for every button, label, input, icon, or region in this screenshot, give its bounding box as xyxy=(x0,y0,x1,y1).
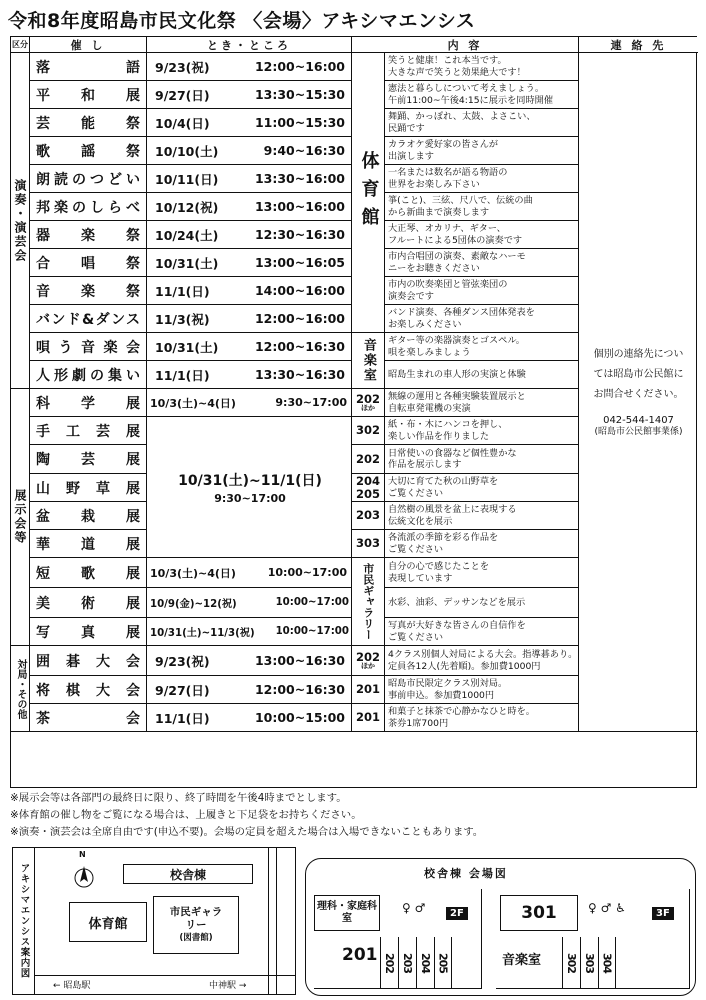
category-other: 対局・その他 xyxy=(11,646,30,732)
event-name xyxy=(30,417,147,445)
room-303: 303 xyxy=(580,937,598,989)
event-time: 10:00~17:00 xyxy=(275,626,349,637)
event-name-text: 平和展 xyxy=(36,87,140,104)
room-204: 204 xyxy=(416,937,434,989)
site-map xyxy=(12,847,296,995)
event-name xyxy=(30,249,147,277)
event-date: 9/27(日) xyxy=(155,682,210,698)
event-date: 11/1(日) xyxy=(155,367,210,383)
floor-map-title: 校舎棟 会場図 xyxy=(424,867,508,880)
event-description-line: 和菓子と抹茶で心静かなひと時を。 xyxy=(388,706,535,717)
event-datetime xyxy=(147,277,352,305)
event-datetime xyxy=(147,704,352,732)
event-date: 10/9(金)~12(祝) xyxy=(150,599,237,610)
event-description xyxy=(385,109,579,137)
room-301: 301 xyxy=(500,895,578,931)
floor-3f-tag: 3F xyxy=(652,907,674,920)
station-right: 中神駅 → xyxy=(209,981,247,991)
event-name-text: 将棋大会 xyxy=(36,682,140,699)
event-description-line: 笑うと健康！これ本当です。 xyxy=(388,55,507,66)
event-date: 10/11(日) xyxy=(155,171,219,187)
event-name xyxy=(30,361,147,389)
event-datetime xyxy=(147,333,352,361)
event-venue-room: 202 xyxy=(355,649,380,664)
room-304: 304 xyxy=(598,937,616,989)
event-venue-room: 201 xyxy=(355,682,380,697)
event-venue xyxy=(352,474,385,502)
event-datetime xyxy=(147,646,352,676)
event-description xyxy=(385,558,579,588)
event-name-text: 器楽祭 xyxy=(36,227,140,244)
event-description xyxy=(385,249,579,277)
event-description-line: 民踊です xyxy=(388,122,425,134)
event-venue-room: 203 xyxy=(355,508,380,523)
event-description xyxy=(385,389,579,417)
event-name-text: 唄う音楽会 xyxy=(36,339,140,356)
event-datetime xyxy=(147,109,352,137)
event-description-line: 出演します xyxy=(388,150,434,162)
event-date: 11/1(日) xyxy=(155,710,210,726)
event-name-text: 茶会 xyxy=(36,710,140,727)
event-time: 12:30~16:30 xyxy=(254,227,345,242)
room-201: 201 xyxy=(342,945,378,965)
event-name xyxy=(30,588,147,618)
contact-line: お問合せください。 xyxy=(593,389,684,401)
event-description-line: カラオケ愛好家の皆さんが xyxy=(388,139,499,150)
event-description-line: ギター等の楽器演奏とゴスペル。 xyxy=(388,335,525,346)
event-description-line: 表現しています xyxy=(388,572,453,584)
event-date: 10/24(土) xyxy=(155,227,219,243)
event-date: 10/31(土) xyxy=(155,255,219,271)
event-description-line: 自分の心で感じたことを xyxy=(388,561,490,572)
event-datetime xyxy=(147,249,352,277)
event-time: 9:40~16:30 xyxy=(263,143,345,158)
event-description-line: 紙・布・木にハンコを押し、 xyxy=(388,419,508,430)
event-datetime xyxy=(147,165,352,193)
event-venue-room: 202 xyxy=(355,391,380,406)
event-name-text: 科学展 xyxy=(36,395,140,412)
event-description-line: 舞踊、かっぽれ、太鼓、よさこい、 xyxy=(388,111,536,122)
road-vertical xyxy=(268,848,277,994)
event-description xyxy=(385,165,579,193)
event-venue xyxy=(352,417,385,445)
event-date: 11/1(日) xyxy=(155,283,210,299)
event-venue xyxy=(352,646,385,676)
event-time: 13:00~16:05 xyxy=(254,255,345,270)
event-date: 10/3(土)~4(日) xyxy=(150,566,236,580)
event-name-text: 囲碁大会 xyxy=(36,653,140,670)
note-2: ※体育館の催し物をご覧になる場合は、上履きと下足袋をお持ちください。 xyxy=(10,809,362,821)
event-datetime xyxy=(147,221,352,249)
event-description-line: 作品を展示します xyxy=(388,459,462,470)
event-description-line: 大切に育てた秋の山野草を xyxy=(388,476,499,487)
map-school-building: 校舎棟 xyxy=(123,864,253,884)
event-description-line: バンド演奏、各種ダンス団体発表を xyxy=(388,307,535,318)
event-description-line: 水彩、油彩、デッサンなどを展示 xyxy=(388,596,526,608)
event-description xyxy=(385,502,579,530)
event-name-text: 手工芸展 xyxy=(36,423,140,440)
event-venue-room: 204 205 xyxy=(355,474,380,501)
event-venue-room: 303 xyxy=(355,536,380,551)
header-datetime: とき・ところ xyxy=(147,37,352,53)
header-category: 区分 xyxy=(11,37,30,53)
event-venue xyxy=(352,676,385,704)
event-description-line: 市内合唱団の演奏、素敵なハーモ xyxy=(388,251,526,262)
north-label: N xyxy=(79,850,86,859)
event-time: 12:00~16:30 xyxy=(254,339,345,354)
event-description xyxy=(385,193,579,221)
event-venue-sub: ほか xyxy=(361,661,375,670)
event-time: 13:30~15:30 xyxy=(254,87,345,102)
event-date: 10/31(土)~11/3(祝) xyxy=(150,628,255,639)
event-name-text: 盆栽展 xyxy=(36,508,140,525)
notes xyxy=(10,790,483,841)
event-date: 10/3(土)~4(日) xyxy=(150,396,236,410)
event-description-line: 定員各12人(先着順)。参加費1000円 xyxy=(388,660,541,672)
event-time: 11:00~15:30 xyxy=(254,115,345,130)
event-name-text: 音楽祭 xyxy=(36,283,140,300)
event-venue xyxy=(352,389,385,417)
contact-line: ては昭島市公民館に xyxy=(593,369,684,381)
schedule-table xyxy=(10,36,697,788)
event-name xyxy=(30,221,147,249)
header-event: 催 し xyxy=(30,37,147,53)
floor-2f-tag: 2F xyxy=(446,907,468,920)
event-name xyxy=(30,277,147,305)
event-name xyxy=(30,389,147,417)
event-description-line: ニーをお聴きください xyxy=(388,262,480,274)
map-library-label: (図書館) xyxy=(179,933,213,944)
event-venue xyxy=(352,502,385,530)
event-name-text: 人形劇の集い xyxy=(36,367,140,384)
event-name-text: 合唱祭 xyxy=(36,255,140,272)
event-name-text: 山野草展 xyxy=(36,480,140,497)
event-date: 11/3(祝) xyxy=(155,311,210,327)
event-description xyxy=(385,646,579,676)
event-name xyxy=(30,81,147,109)
category-performance: 演奏・演芸会 xyxy=(11,53,30,389)
event-description-line: 写真が大好きな皆さんの自信作を xyxy=(388,620,526,631)
room-music: 音楽室 xyxy=(502,953,542,968)
event-description-line: ご覧ください xyxy=(388,631,444,643)
venue-music: 音楽室 xyxy=(352,333,385,389)
event-datetime xyxy=(147,193,352,221)
event-name xyxy=(30,137,147,165)
event-name-text: 短歌展 xyxy=(36,565,140,582)
event-description-line: 午前11:00~午後4:15に展示を同時開催 xyxy=(388,94,554,106)
event-description-line: 市内の吹奏楽団と管弦楽団の xyxy=(388,279,508,290)
contact-line: 個別の連絡先につい xyxy=(593,349,684,361)
event-description-line: 演奏会です xyxy=(388,290,434,302)
event-date: 10/31(土) xyxy=(155,339,219,355)
contact-phone: 042-544-1407 xyxy=(603,415,674,427)
room-203: 203 xyxy=(398,937,416,989)
restroom-icon-2f: ♀ ♂ xyxy=(402,901,426,915)
event-venue xyxy=(352,445,385,474)
event-name xyxy=(30,676,147,704)
event-description-line: 日常使いの食器など個性豊かな xyxy=(388,447,517,459)
event-description-line: 唄を楽しみましょう xyxy=(388,346,471,358)
railway-line xyxy=(35,975,295,976)
event-name xyxy=(30,333,147,361)
event-description xyxy=(385,445,579,474)
event-venue xyxy=(352,530,385,558)
event-datetime xyxy=(147,588,352,618)
event-description xyxy=(385,305,579,333)
event-name-text: 芸能祭 xyxy=(36,115,140,132)
event-venue-sub: ほか xyxy=(361,403,375,412)
page-title: 令和8年度昭島市民文化祭 〈会場〉アキシマエンシス xyxy=(8,10,476,32)
event-description-line: から新曲まで演奏します xyxy=(388,206,490,218)
event-time: 10:00~17:00 xyxy=(267,566,347,579)
event-description xyxy=(385,588,579,618)
note-3: ※演奏・演芸会は全席自由です(申込不要)。会場の定員を超えた場合は入場できないこともあります。 xyxy=(10,826,484,838)
event-description-line: 伝統文化を展示 xyxy=(388,515,453,527)
event-description-line: 憲法と暮らしについて考えましょう。 xyxy=(388,83,545,94)
map-gym: 体育館 xyxy=(69,902,147,942)
event-time: 9:30~17:00 xyxy=(275,396,347,409)
event-description xyxy=(385,618,579,646)
event-date: 10/10(土) xyxy=(155,143,219,159)
room-302: 302 xyxy=(562,937,580,989)
event-date: 9/23(祝) xyxy=(155,59,210,75)
event-description-line: 昭島市民限定クラス別対局。 xyxy=(388,678,508,689)
event-datetime xyxy=(147,558,352,588)
event-time: 13:30~16:30 xyxy=(254,367,345,382)
event-name xyxy=(30,109,147,137)
north-arrow-icon xyxy=(73,858,95,892)
event-description xyxy=(385,137,579,165)
event-datetime xyxy=(147,389,352,417)
event-name-text: バンド&ダンス xyxy=(36,311,140,328)
event-name xyxy=(30,53,147,81)
event-description xyxy=(385,417,579,445)
event-name-text: 朗読のつどい xyxy=(36,171,140,188)
event-name xyxy=(30,704,147,732)
event-name xyxy=(30,305,147,333)
event-description-line: お楽しみください xyxy=(388,318,462,330)
event-date: 10/12(祝) xyxy=(155,199,219,215)
event-description-line: 自転車発電機の実演 xyxy=(388,402,471,414)
event-name xyxy=(30,445,147,474)
merged-period-time: 9:30~17:00 xyxy=(214,491,286,505)
event-name xyxy=(30,646,147,676)
event-datetime xyxy=(147,618,352,646)
event-description xyxy=(385,530,579,558)
event-name-text: 歌謡祭 xyxy=(36,143,140,160)
merged-period xyxy=(147,417,352,558)
event-date: 10/4(日) xyxy=(155,115,210,131)
event-description-line: フルートによる5団体の演奏です xyxy=(388,234,523,246)
venue-gym: 体育館 xyxy=(352,53,385,333)
event-description-line: 箏(こと)、三絃、尺八で、伝統の曲 xyxy=(388,195,533,206)
event-description xyxy=(385,474,579,502)
event-time: 13:30~16:00 xyxy=(254,171,345,186)
event-datetime xyxy=(147,81,352,109)
event-description-line: 大正琴、オカリナ、ギター、 xyxy=(388,223,506,234)
event-description xyxy=(385,81,579,109)
event-description-line: ご覧ください xyxy=(388,543,444,555)
event-venue-room: 202 xyxy=(355,451,380,466)
event-datetime xyxy=(147,676,352,704)
map-gallery xyxy=(153,896,239,954)
restroom-icon-3f: ♀ ♂ ♿ xyxy=(588,901,626,915)
merged-period-date: 10/31(土)~11/1(日) xyxy=(178,472,322,489)
science-room: 理科・家庭科室 xyxy=(314,895,380,931)
event-name xyxy=(30,193,147,221)
event-description-line: 一名または数名が語る物語の xyxy=(388,167,508,178)
event-name-text: 邦楽のしらべ xyxy=(36,199,140,216)
event-time: 10:00~15:00 xyxy=(254,710,345,725)
event-date: 9/23(祝) xyxy=(155,653,210,669)
event-time: 12:00~16:30 xyxy=(254,682,345,697)
contact-info xyxy=(579,53,698,732)
room-202: 202 xyxy=(380,937,398,989)
event-datetime xyxy=(147,53,352,81)
event-description xyxy=(385,333,579,361)
event-description-line: ご覧ください xyxy=(388,487,444,499)
event-time: 12:00~16:00 xyxy=(254,59,345,74)
station-left: ← 昭島駅 xyxy=(53,981,91,991)
event-time: 10:00~17:00 xyxy=(275,597,349,608)
venue-gallery: 市民ギャラリー xyxy=(352,558,385,646)
event-name xyxy=(30,502,147,530)
event-description-line: 大きな声で笑うと効果絶大です！ xyxy=(388,66,526,78)
event-venue-room: 302 xyxy=(355,423,380,438)
note-1: ※展示会等は各部門の最終日に限り、終了時間を午後4時までとします。 xyxy=(10,792,347,804)
event-description-line: 4クラス別個人対局による大会。指導碁あり。 xyxy=(388,649,578,660)
event-description-line: 無線の運用と各種実験装置展示と xyxy=(388,391,526,402)
map-side-label: アキシマエンシス案内図 xyxy=(13,848,35,994)
event-name xyxy=(30,530,147,558)
event-name xyxy=(30,165,147,193)
event-date: 9/27(日) xyxy=(155,87,210,103)
event-description xyxy=(385,53,579,81)
event-datetime xyxy=(147,361,352,389)
room-205: 205 xyxy=(434,937,452,989)
event-name xyxy=(30,558,147,588)
event-time: 13:00~16:30 xyxy=(254,653,345,668)
event-name-text: 華道展 xyxy=(36,536,140,553)
header-contact: 連 絡 先 xyxy=(579,37,698,53)
event-description xyxy=(385,676,579,704)
event-description-line: 自然樹の風景を盆上に表現する xyxy=(388,504,517,515)
event-datetime xyxy=(147,305,352,333)
event-time: 12:00~16:00 xyxy=(254,311,345,326)
event-description-line: 昭島生まれの車人形の実演と体験 xyxy=(388,368,526,380)
event-name-text: 写真展 xyxy=(36,624,140,641)
contact-office: (昭島市公民館事業係) xyxy=(594,427,683,438)
event-description-line: 世界をお楽しみ下さい xyxy=(388,178,480,190)
event-description-line: 楽しい作品を作りました xyxy=(388,430,490,442)
event-venue xyxy=(352,704,385,732)
category-exhibition: 展示会等 xyxy=(11,389,30,646)
event-description-line: 茶券1席700円 xyxy=(388,717,449,729)
event-name xyxy=(30,474,147,502)
event-time: 13:00~16:00 xyxy=(254,199,345,214)
event-time: 14:00~16:00 xyxy=(254,283,345,298)
event-name-text: 陶芸展 xyxy=(36,452,140,468)
event-description-line: 事前申込。参加費1000円 xyxy=(388,689,495,701)
header-content: 内 容 xyxy=(352,37,579,53)
event-description xyxy=(385,221,579,249)
event-name-text: 落語 xyxy=(36,59,140,76)
event-description xyxy=(385,704,579,732)
map-gallery-label: 市民ギャラリー xyxy=(169,905,223,932)
event-name-text: 美術展 xyxy=(36,595,140,612)
event-description-line: 各流派の季節を彩る作品を xyxy=(388,532,499,543)
event-venue-room: 201 xyxy=(355,710,380,725)
event-name xyxy=(30,618,147,646)
event-datetime xyxy=(147,137,352,165)
event-description xyxy=(385,277,579,305)
event-description xyxy=(385,361,579,389)
floor-map xyxy=(305,858,696,996)
